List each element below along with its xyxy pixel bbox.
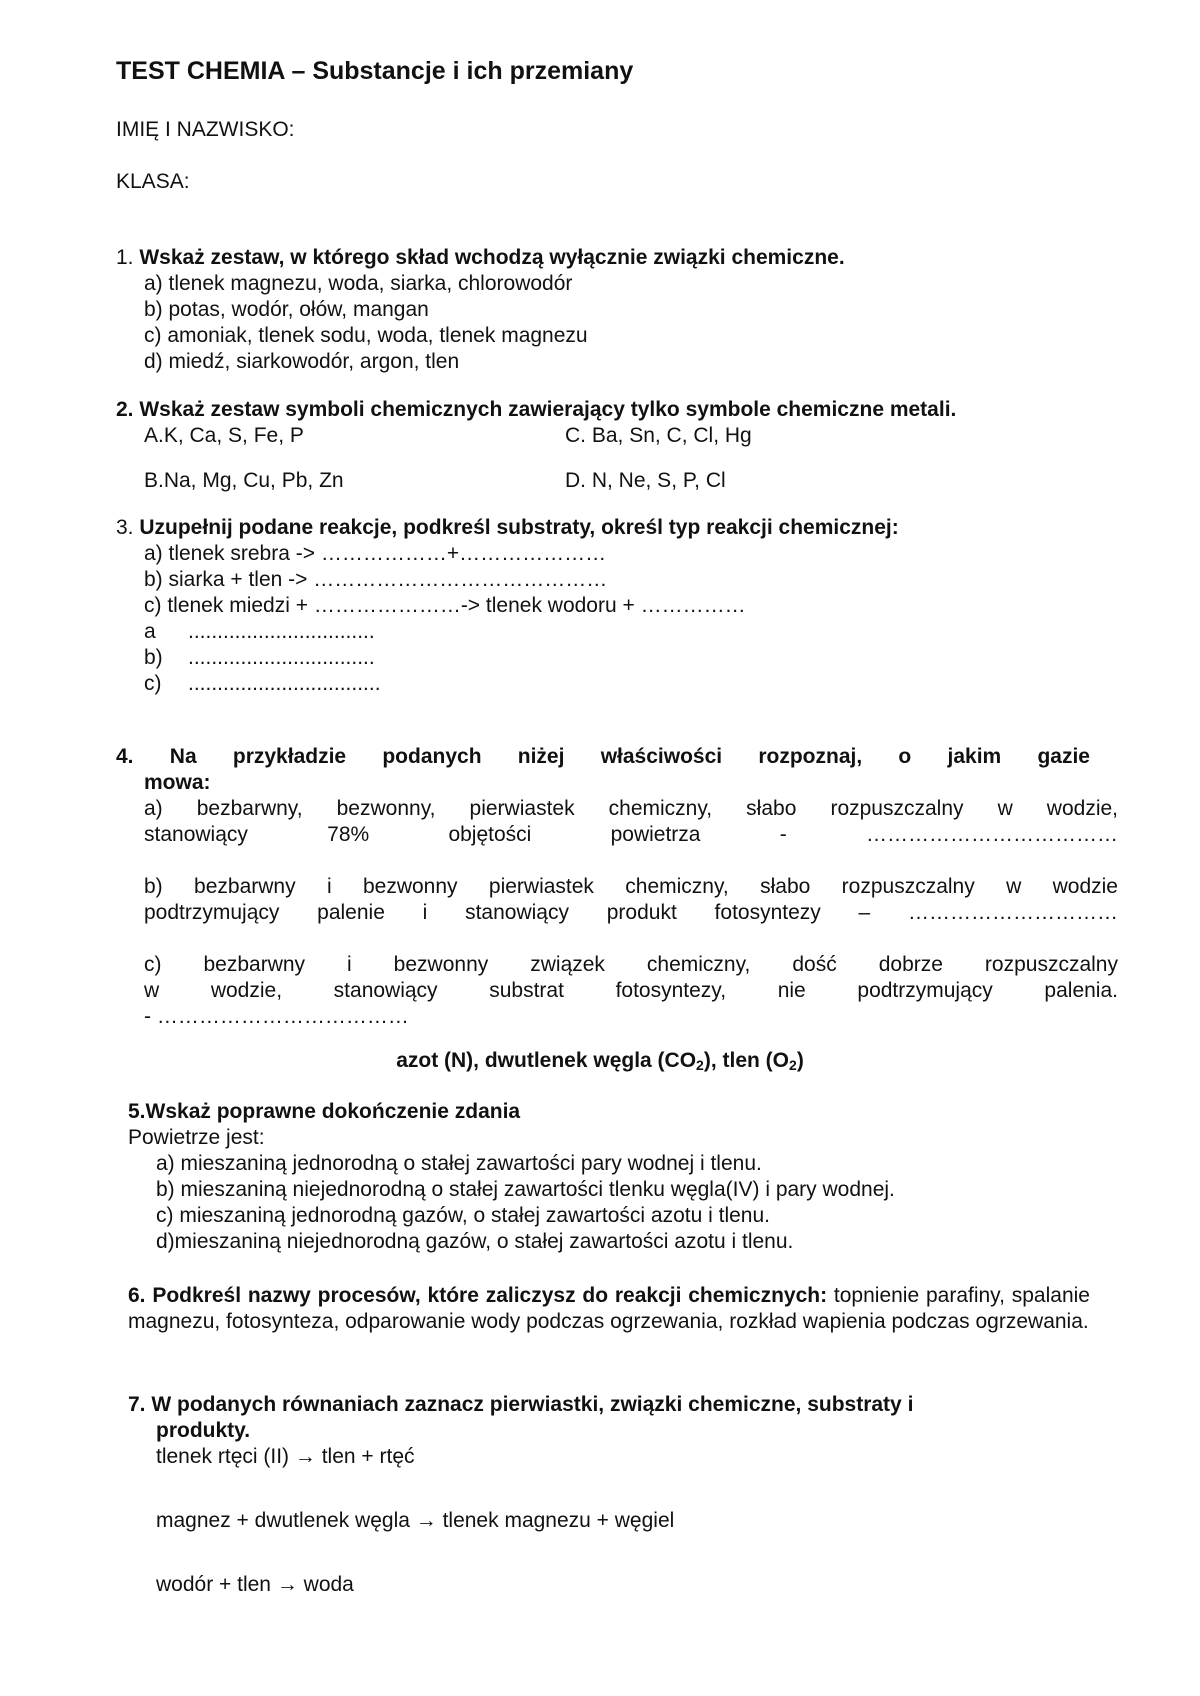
- question-4-text-line1: [116, 744, 1090, 770]
- question-3-reaction-a: a) tlenek srebra -> ………………+…………………: [144, 542, 607, 565]
- question-5-option-c: c) mieszaniną jednorodną gazów, o stałej zawartości azotu i tlenu.: [156, 1204, 771, 1227]
- question-4-option-a-line2: stanowiący 78% objętości powietrza - ………………………………: [144, 823, 1118, 846]
- question-4-text-line2: mowa:: [144, 771, 211, 794]
- name-label: IMIĘ I NAZWISKO:: [116, 118, 295, 141]
- question-6-processes: topnienie parafiny, spalanie magnezu, fotosynteza, odparowanie wody podczas ogrzewania, rozkład wapienia podczas ogrzewania.: [128, 1284, 1090, 1333]
- question-1: [116, 245, 845, 271]
- question-2-text: 2. Wskaż zestaw symboli chemicznych zawierający tylko symbole chemiczne metali.: [116, 398, 957, 421]
- question-5-text: 5.Wskaż poprawne dokończenie zdania: [128, 1100, 521, 1123]
- question-4-answers: [0, 1048, 1200, 1074]
- question-4-number: 4.: [116, 745, 134, 768]
- class-label: KLASA:: [116, 170, 190, 193]
- answers-part-1: azot (N), dwutlenek węgla (CO: [396, 1049, 697, 1072]
- question-3-reaction-b: b) siarka + tlen -> ……………………………………: [144, 568, 608, 591]
- page-title: TEST CHEMIA – Substancje i ich przemiany: [116, 57, 634, 85]
- answers-part-2: ), tlen (O: [703, 1049, 790, 1072]
- question-2-option-d: D. N, Ne, S, P, Cl: [565, 469, 726, 492]
- question-3-type-label-a: a: [144, 620, 156, 643]
- question-4-option-b-line2: podtrzymujący palenie i stanowiący produkt fotosyntezy – …………………………: [144, 901, 1118, 924]
- question-5-stem: Powietrze jest:: [128, 1126, 265, 1149]
- question-3-type-blank-c: .................................: [188, 672, 381, 695]
- question-4-option-b-line1: b) bezbarwny i bezwonny pierwiastek chemiczny, słabo rozpuszczalny w wodzie: [144, 875, 1118, 898]
- question-1-text: Wskaż zestaw, w którego skład wchodzą wyłącznie związki chemiczne.: [139, 246, 845, 269]
- question-1-option-d: d) miedź, siarkowodór, argon, tlen: [144, 350, 460, 373]
- question-4-text: Na przykładzie podanych niżej właściwości rozpoznaj, o jakim gazie: [169, 745, 1090, 768]
- question-7-equation-2: magnez + dwutlenek węgla → tlenek magnezu + węgiel: [156, 1509, 675, 1532]
- question-3-type-label-b: b): [144, 646, 163, 669]
- question-1-number: 1.: [116, 246, 134, 269]
- question-5-option-b: b) mieszaniną niejednorodną o stałej zawartości tlenku węgla(IV) i pary wodnej.: [156, 1178, 895, 1201]
- question-4-option-c-line2: w wodzie, stanowiący substrat fotosyntezy, nie podtrzymujący palenia.: [144, 979, 1118, 1002]
- question-2-option-b: B.Na, Mg, Cu, Pb, Zn: [144, 469, 344, 492]
- question-2-option-c: C. Ba, Sn, C, Cl, Hg: [565, 424, 752, 447]
- answers-part-3: ): [796, 1049, 804, 1072]
- question-5-option-a: a) mieszaniną jednorodną o stałej zawartości pary wodnej i tlenu.: [156, 1152, 762, 1175]
- question-2-option-a: A.K, Ca, S, Fe, P: [144, 424, 304, 447]
- question-7-text-line1: 7. W podanych równaniach zaznacz pierwiastki, związki chemiczne, substraty i: [128, 1393, 914, 1416]
- question-3-type-blank-b: ................................: [188, 646, 375, 669]
- question-1-option-c: c) amoniak, tlenek sodu, woda, tlenek magnezu: [144, 324, 588, 347]
- question-4-option-c-line1: c) bezbarwny i bezwonny związek chemiczny, dość dobrze rozpuszczalny: [144, 953, 1118, 976]
- answers-subscript-1: 2: [696, 1057, 704, 1073]
- question-4-option-c-line3: - ………………………………: [144, 1005, 409, 1028]
- question-6: [128, 1283, 1090, 1335]
- question-7-equation-1: tlenek rtęci (II) → tlen + rtęć: [156, 1445, 415, 1468]
- question-4-option-a-line1: a) bezbarwny, bezwonny, pierwiastek chemiczny, słabo rozpuszczalny w wodzie,: [144, 797, 1118, 820]
- question-7-equation-3: wodór + tlen → woda: [156, 1573, 354, 1596]
- question-3-type-blank-a: ................................: [188, 620, 375, 643]
- question-3-reaction-c: c) tlenek miedzi + …………………-> tlenek wodoru + ……………: [144, 594, 746, 617]
- question-1-option-b: b) potas, wodór, ołów, mangan: [144, 298, 429, 321]
- answers-subscript-2: 2: [789, 1057, 797, 1073]
- question-3-text: Uzupełnij podane reakcje, podkreśl substraty, określ typ reakcji chemicznej:: [139, 516, 899, 539]
- question-7-text-line2: produkty.: [156, 1419, 251, 1442]
- question-1-option-a: a) tlenek magnezu, woda, siarka, chlorowodór: [144, 272, 573, 295]
- question-6-instruction: 6. Podkreśl nazwy procesów, które zaliczysz do reakcji chemicznych:: [128, 1284, 828, 1307]
- question-5-option-d: d)mieszaniną niejednorodną gazów, o stałej zawartości azotu i tlenu.: [156, 1230, 794, 1253]
- question-3-type-label-c: c): [144, 672, 162, 695]
- question-3-number: 3.: [116, 516, 134, 539]
- question-3: [116, 515, 899, 541]
